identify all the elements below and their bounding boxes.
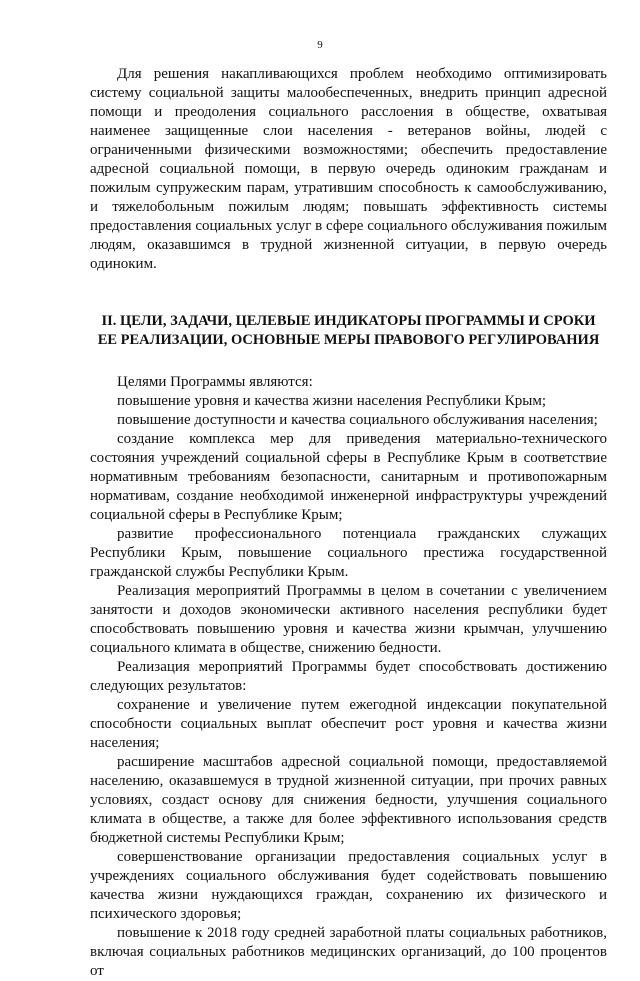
section-paragraph: повышение доступности и качества социального обслуживания населения;	[117, 412, 598, 428]
section-paragraph: совершенствование организации предоставления социальных услуг в учреждениях социального обслуживания будет содействовать повышению качества жизни нуждающихся граждан, сохранению их физического и психического здоровья;	[90, 849, 607, 922]
section-paragraph: повышение к 2018 году средней заработной платы социальных работников, включая социальных работников медицинских организаций, до 100 процентов от	[90, 925, 607, 979]
section-title: II. ЦЕЛИ, ЗАДАЧИ, ЦЕЛЕВЫЕ ИНДИКАТОРЫ ПРОГРАММЫ И СРОКИ ЕЕ РЕАЛИЗАЦИИ, ОСНОВНЫЕ МЕРЫ ПРАВОВОГО РЕГУЛИРОВАНИЯ	[97, 313, 600, 348]
section-paragraph: Реализация мероприятий Программы будет способствовать достижению следующих результатов:	[90, 659, 607, 694]
intro-paragraph: Для решения накапливающихся проблем необходимо оптимизировать систему социальной защиты малообеспеченных, внедрить принцип адресной помощи и преодоления социального расслоения в обществе, охватывая наименее защищенные слои населения - ветеранов войны, людей с ограниченными физическими возможностями; обеспечить предоставление адресной социальной помощи, в первую очередь одиноким гражданам и пожилым супружеским парам, утратившим способность к самообслуживанию, и тяжелобольным пожилым людям; повышать эффективность системы предоставления социальных услуг в сфере социального обслуживания пожилым людям, оказавшимся в трудной жизненной ситуации, в первую очередь одиноким.	[90, 66, 607, 272]
section-paragraph: расширение масштабов адресной социальной помощи, предоставляемой населению, оказавшемуся в трудной жизненной ситуации, при прочих равных условиях, создаст основу для снижения бедности, улучшения социального климата в обществе, а также для более эффективного использования средств бюджетной системы Республики Крым;	[90, 754, 607, 846]
section-paragraph: повышение уровня и качества жизни населения Республики Крым;	[117, 393, 546, 409]
section-paragraph: сохранение и увеличение путем ежегодной индексации покупательной способности социальных выплат обеспечит рост уровня и качества жизни населения;	[90, 697, 607, 751]
section-paragraph: создание комплекса мер для приведения материально-технического состояния учреждений социальной сферы в Республике Крым в соответствие нормативным требованиям безопасности, санитарным и противопожарным нормативам, создание необходимой инженерной инфраструктуры учреждений социальной сферы в Республике Крым;	[90, 431, 607, 523]
section-paragraph: Реализация мероприятий Программы в целом в сочетании с увеличением занятости и доходов экономически активного населения республики будет способствовать повышению уровня и качества жизни крымчан, улучшению социального климата в обществе, снижению бедности.	[90, 583, 607, 656]
section-paragraph: развитие профессионального потенциала гражданских служащих Республики Крым, повышение социального престижа государственной гражданской службы Республики Крым.	[90, 526, 607, 580]
page-content	[90, 65, 607, 981]
section-paragraph-goals-intro: Целями Программы являются:	[117, 374, 313, 390]
page-number: 9	[317, 39, 323, 51]
